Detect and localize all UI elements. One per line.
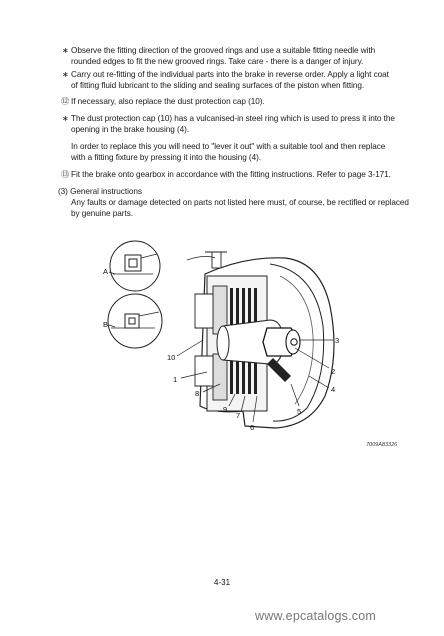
callout-10: 10 (167, 353, 176, 362)
page-number: 4-31 (214, 578, 231, 587)
callout-9: 9 (223, 405, 228, 414)
item1-line1: Observe the fitting direction of the grooved rings and use a suitable fitting needle with (71, 46, 376, 55)
item2-line1: Carry out re-fitting of the individual parts into the brake in reverse order. Apply a light coat (71, 70, 389, 79)
item2-line2: of fitting fluid lubricant to the sliding and sealing surfaces of the piston when fitting. (71, 81, 365, 90)
item3-line2: opening in the brake housing (4). (71, 125, 190, 134)
callout-a: A (103, 267, 109, 276)
callout-7: 7 (236, 411, 241, 420)
replace-line1: In order to replace this you will need to "lever it out" with a suitable tool and then replace (71, 142, 386, 151)
section-heading: (3) General instructions (58, 187, 142, 196)
general-line1: Any faults or damage detected on parts not listed here must, of course, be rectified or replaced (71, 198, 409, 207)
general-line2: by genuine parts. (71, 209, 133, 218)
callout-2: 2 (331, 367, 336, 376)
callout-8: 8 (195, 389, 200, 398)
step-13-text: Fit the brake onto gearbox in accordance with the fitting instructions. Refer to page 3-171. (71, 170, 391, 179)
step-12-text: If necessary, also replace the dust protection cap (10). (71, 97, 265, 106)
item1-line2: rounded edges to fit the new grooved rings. Take care - there is a danger of injury. (71, 57, 364, 66)
item3-line1: The dust protection cap (10) has a vulcanised-in steel ring which is used to press it into the (71, 114, 395, 123)
callout-6: 6 (250, 423, 255, 432)
step-12-marker: ⑫ (61, 97, 70, 106)
callout-5: 5 (297, 407, 302, 416)
figure-code: 7009A83326 (366, 442, 398, 448)
bullet-marker: ∗ (62, 114, 69, 123)
bullet-marker: ∗ (62, 70, 69, 79)
step-13-marker: ⑬ (61, 170, 70, 179)
callout-1: 1 (173, 375, 178, 384)
callout-b: B (103, 320, 109, 329)
bullet-marker: ∗ (62, 46, 69, 55)
replace-line2: with a fitting fixture by pressing it into the housing (4). (71, 153, 262, 162)
brake-assembly-diagram (95, 236, 355, 436)
callout-3: 3 (335, 336, 340, 345)
callout-4: 4 (331, 385, 336, 394)
watermark-text: www.epcatalogs.com (255, 609, 377, 623)
